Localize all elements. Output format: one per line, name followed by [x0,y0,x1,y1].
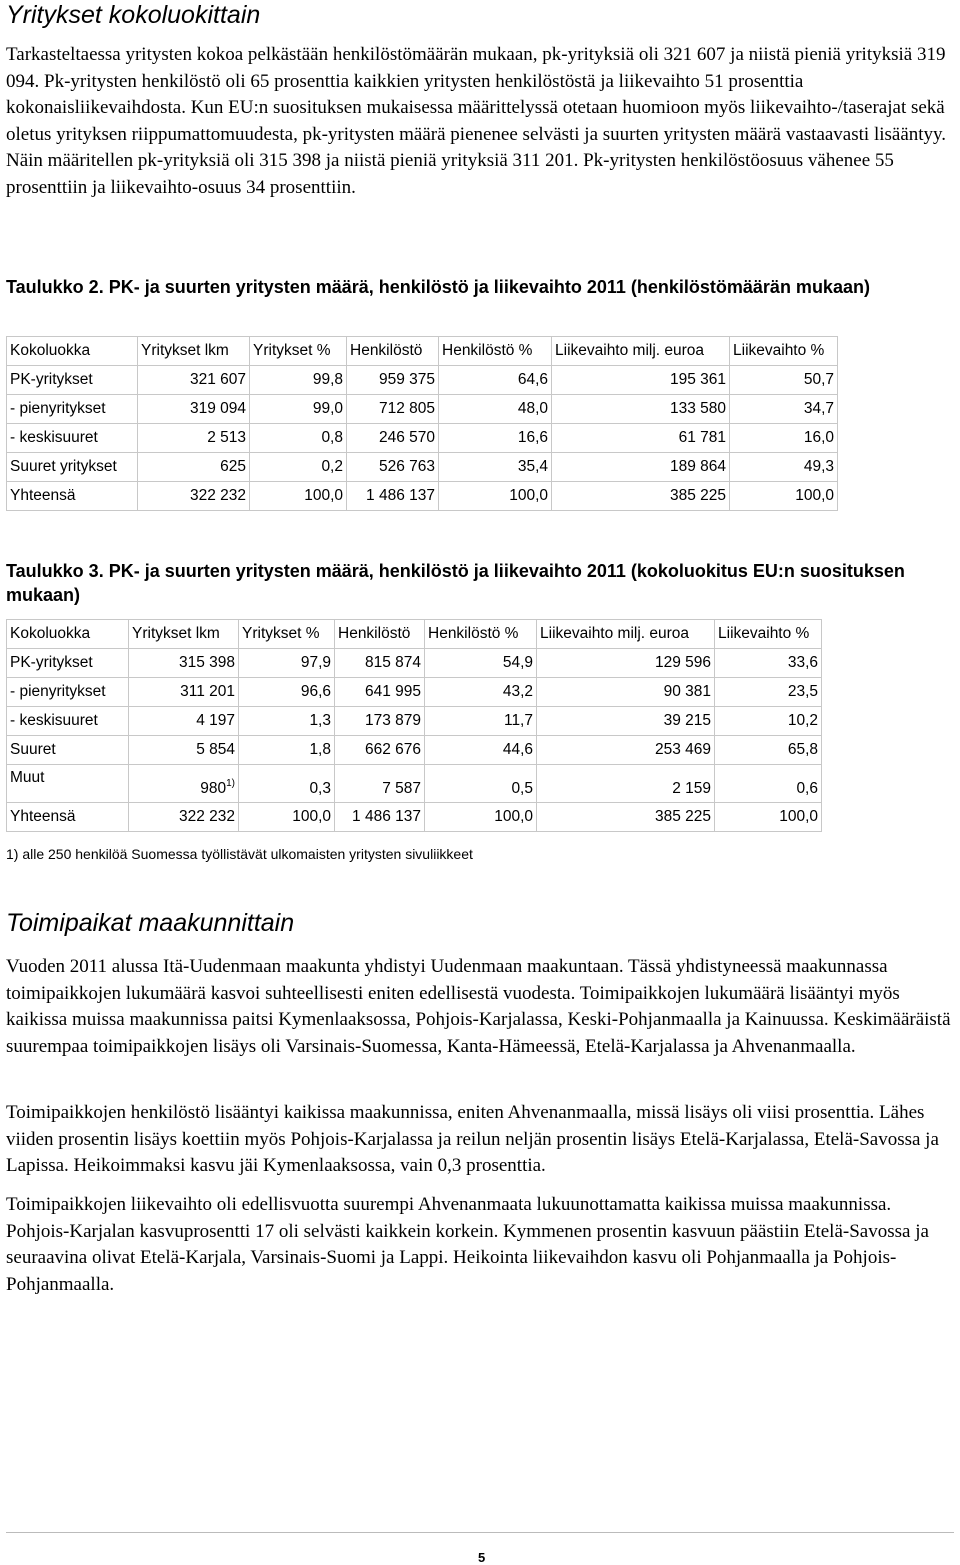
table-cell: 1 486 137 [335,803,425,832]
table-cell: 625 [138,453,250,482]
table-cell: 100,0 [239,803,335,832]
column-header: Yritykset % [239,620,335,649]
body-paragraph: Toimipaikkojen henkilöstö lisääntyi kaikissa maakunnissa, eniten Ahvenanmaalla, missä lisäys oli viisi prosenttia. Lähes viiden prosentin lisäys koettiin myös Pohjois-Karjalassa ja reilun neljän prosentin lisäys Etelä-Karjalassa, Etelä-Savossa ja Lapissa. Heikoimmaksi kasvu jäi Kymenlaaksossa, vain 0,3 prosenttia. [6,1102,939,1176]
column-header: Henkilöstö % [425,620,537,649]
table-cell: 0,8 [250,424,347,453]
table-cell: 253 469 [537,736,715,765]
table-cell: 35,4 [439,453,552,482]
table-cell: 1,8 [239,736,335,765]
table-cell: 133 580 [552,395,730,424]
table-row [7,678,822,707]
column-header: Liikevaihto milj. euroa [537,620,715,649]
table-cell: 246 570 [347,424,439,453]
table-cell: 11,7 [425,707,537,736]
row-label: Suuret yritykset [7,453,138,482]
table-cell: 34,7 [730,395,838,424]
table-cell: 0,2 [250,453,347,482]
table-row [7,707,822,736]
table-cell: 44,6 [425,736,537,765]
data-table [6,619,822,832]
table-cell: 322 232 [129,803,239,832]
table-cell: 959 375 [347,366,439,395]
table-cell: 526 763 [347,453,439,482]
table-cell: 61 781 [552,424,730,453]
table-cell: 49,3 [730,453,838,482]
section-heading: Yritykset kokoluokittain [6,1,261,29]
table-cell: 173 879 [335,707,425,736]
table-cell: 385 225 [552,482,730,511]
table-cell: 662 676 [335,736,425,765]
table-cell: 16,6 [439,424,552,453]
table-cell: 0,3 [239,765,335,803]
table-cell: 90 381 [537,678,715,707]
table-cell: 712 805 [347,395,439,424]
table-row [7,424,838,453]
table-row [7,395,838,424]
row-label: - pienyritykset [7,395,138,424]
table-cell: 321 607 [138,366,250,395]
table-cell: 50,7 [730,366,838,395]
intro-paragraph: Tarkasteltaessa yritysten kokoa pelkästään henkilöstömäärän mukaan, pk-yrityksiä oli 321 607 ja niistä pieniä yrityksiä 319 094. Pk-yritysten henkilöstö oli 65 prosenttia kaikkien yritysten henkilöstöstä ja liikevaihto 51 prosenttia kokonaisliikevaihdosta. Kun EU:n suosituksen mukaisessa määrittelyssä otetaan huomioon myös liikevaihto-/taserajat sekä oletus yrityksen riippumattomuudesta, pk-yritysten määrä pienenee selvästi ja suurten yritysten määrä vastaavasti lisääntyy. Näin määritellen pk-yrityksiä oli 315 398 ja niistä pieniä yrityksiä 311 201. Pk-yritysten henkilöstöosuus vähenee 55 prosenttiin ja liikevaihto-osuus 34 prosenttiin. [6,44,947,198]
table-cell: 65,8 [715,736,822,765]
table-cell: 1 486 137 [347,482,439,511]
table-cell: 980 [200,780,227,797]
table-cell: 16,0 [730,424,838,453]
table-cell: 54,9 [425,649,537,678]
table-cell: 33,6 [715,649,822,678]
table-cell: 99,8 [250,366,347,395]
row-label: - keskisuuret [7,424,138,453]
table-cell: 96,6 [239,678,335,707]
table-cell: 97,9 [239,649,335,678]
row-label: PK-yritykset [7,366,138,395]
table-cell: 322 232 [138,482,250,511]
table-cell-with-footnote [129,765,239,803]
row-label: PK-yritykset [7,649,129,678]
table-row [7,649,822,678]
page-number: 5 [478,1550,486,1565]
table-cell: 641 995 [335,678,425,707]
table-header-row [7,620,822,649]
table-cell: 100,0 [439,482,552,511]
table-cell: 319 094 [138,395,250,424]
column-header: Kokoluokka [7,337,138,366]
footer-divider [6,1532,954,1533]
body-paragraph: Vuoden 2011 alussa Itä-Uudenmaan maakunta yhdistyi Uudenmaan maakuntaan. Tässä yhdistyneessä maakunnassa toimipaikkojen lukumäärä kasvoi suhteellisesti eniten edellisestä vuodesta. Toimipaikkojen lukumäärä lisääntyi myös kaikissa muissa maakunnissa paitsi Kymenlaaksossa, Pohjois-Karjalassa, Keski-Pohjanmaalla ja Kainuussa. Keskimääräistä suurempaa toimipaikkojen lisäys oli Varsinais-Suomessa, Kanta-Hämeessä, Etelä-Karjalassa ja Ahvenanmaalla. [6,956,951,1057]
table-footnote: 1) alle 250 henkilöä Suomessa työllistävät ulkomaisten yritysten sivuliikkeet [6,846,473,862]
column-header: Henkilöstö % [439,337,552,366]
table-cell: 385 225 [537,803,715,832]
table-cell: 100,0 [250,482,347,511]
table-row [7,366,838,395]
table-cell: 189 864 [552,453,730,482]
column-header: Kokoluokka [7,620,129,649]
column-header: Henkilöstö [335,620,425,649]
row-label: Suuret [7,736,129,765]
table-caption: Taulukko 3. PK- ja suurten yritysten määrä, henkilöstö ja liikevaihto 2011 (kokoluokitus EU:n suosituksen mukaan) [6,561,905,605]
table-cell: 99,0 [250,395,347,424]
table-cell: 10,2 [715,707,822,736]
table-cell: 43,2 [425,678,537,707]
data-table [6,336,838,511]
column-header: Yritykset lkm [138,337,250,366]
table-cell: 23,5 [715,678,822,707]
table-cell: 39 215 [537,707,715,736]
row-label: - keskisuuret [7,707,129,736]
table-cell: 2 159 [537,765,715,803]
table-cell: 815 874 [335,649,425,678]
section-heading: Toimipaikat maakunnittain [6,909,295,937]
table-cell: 100,0 [730,482,838,511]
row-label: Yhteensä [7,482,138,511]
row-label: Yhteensä [7,803,129,832]
table-cell: 100,0 [425,803,537,832]
column-header: Liikevaihto % [730,337,838,366]
table-cell: 311 201 [129,678,239,707]
table-caption: Taulukko 2. PK- ja suurten yritysten määrä, henkilöstö ja liikevaihto 2011 (henkilöstömäärän mukaan) [6,277,870,297]
table-row [7,736,822,765]
table-row-total [7,803,822,832]
table-cell: 48,0 [439,395,552,424]
table-row [7,765,822,803]
table-cell: 129 596 [537,649,715,678]
row-label: Muut [7,765,129,803]
table-cell: 2 513 [138,424,250,453]
table-cell: 7 587 [335,765,425,803]
column-header: Liikevaihto % [715,620,822,649]
table-header-row [7,337,838,366]
body-paragraph: Toimipaikkojen liikevaihto oli edellisvuotta suurempi Ahvenanmaata lukuunottamatta kaikissa muissa maakunnissa. Pohjois-Karjalan kasvuprosentti 17 oli selvästi kaikkein korkein. Kymmenen prosentin kasvuun päästiin Etelä-Savossa ja seuraavina olivat Etelä-Karjala, Varsinais-Suomi ja Lappi. Heikointa liikevaihdon kasvu oli Pohjanmaalla ja Pohjois-Pohjanmaalla. [6,1194,929,1295]
table-cell: 64,6 [439,366,552,395]
row-label: - pienyritykset [7,678,129,707]
table-cell: 0,6 [715,765,822,803]
table-row-total [7,482,838,511]
table-cell: 1,3 [239,707,335,736]
column-header: Liikevaihto milj. euroa [552,337,730,366]
table-cell: 4 197 [129,707,239,736]
column-header: Yritykset lkm [129,620,239,649]
table-cell: 5 854 [129,736,239,765]
column-header: Henkilöstö [347,337,439,366]
footnote-marker: 1) [226,778,235,789]
table-cell: 0,5 [425,765,537,803]
table-cell: 195 361 [552,366,730,395]
table-cell: 315 398 [129,649,239,678]
table-row [7,453,838,482]
column-header: Yritykset % [250,337,347,366]
table-cell: 100,0 [715,803,822,832]
